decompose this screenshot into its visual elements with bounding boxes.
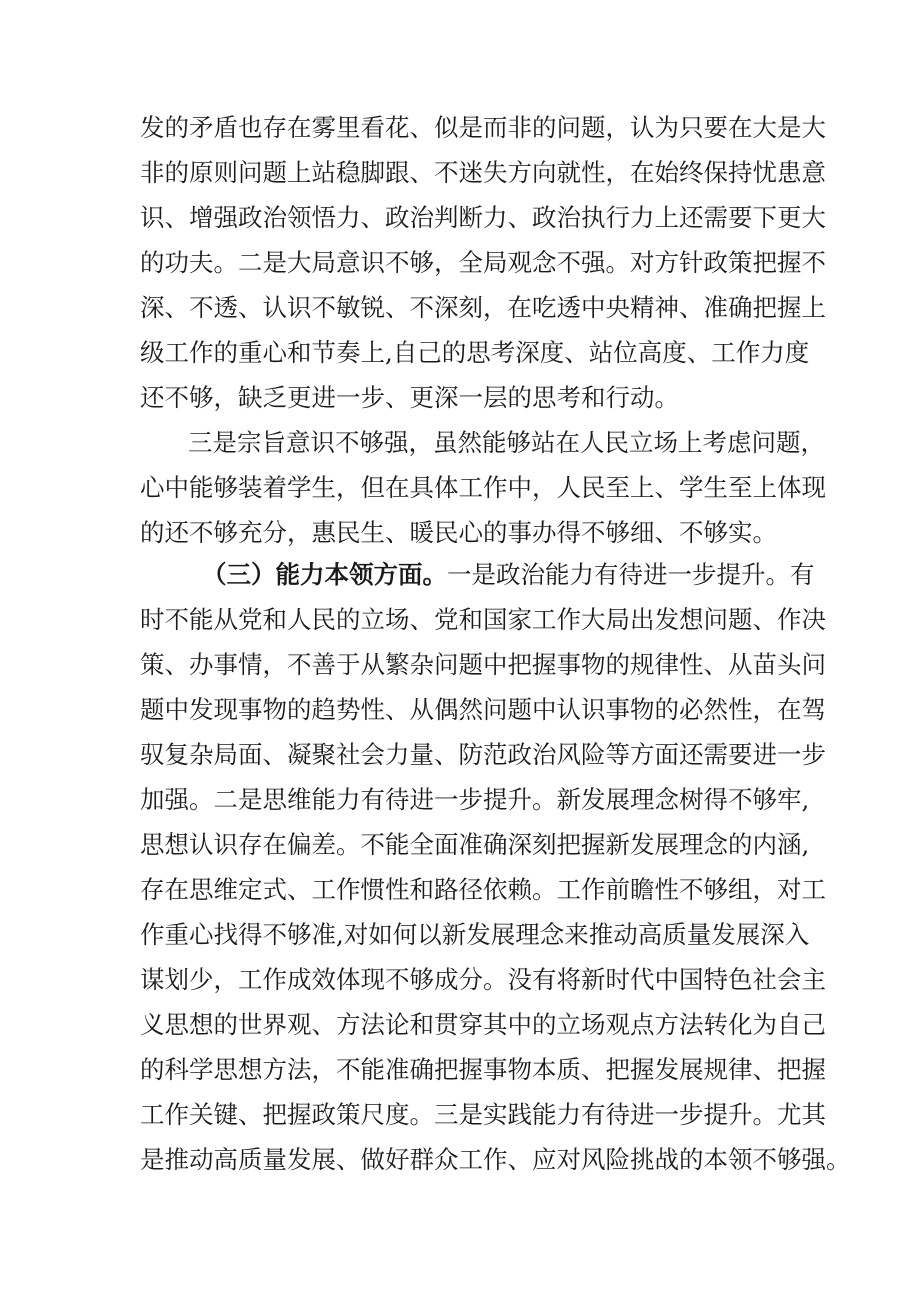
heading-line-rest: 一是政治能力有待进一步提升。有 <box>447 560 815 589</box>
text-line: 的还不够充分，惠民生、暖民心的事办得不够细、不够实。 <box>140 518 777 547</box>
text-line: 存在思维定式、工作惯性和路径依赖。工作前瞻性不够组，对工 <box>140 875 826 904</box>
text-line: 非的原则问题上站稳脚跟、不迷失方向就性，在始终保持忧患意 <box>140 158 826 187</box>
text-line: 驭复杂局面、凝聚社会力量、防范政治风险等方面还需要进一步 <box>140 740 826 769</box>
text-line: 发的矛盾也存在雾里看花、似是而非的问题，认为只要在大是大 <box>140 113 826 142</box>
text-line: 是推动高质量发展、做好群众工作、应对风险挑战的本领不够强。 <box>140 1145 851 1174</box>
text-line: 时不能从党和人民的立场、党和国家工作大局出发想问题、作决 <box>140 605 826 634</box>
paragraph-2 <box>140 420 826 555</box>
text-line: 级工作的重心和节奏上,自己的思考深度、站位高度、工作力度 <box>140 338 810 367</box>
paragraph-3 <box>140 552 851 1182</box>
text-line: 的科学思想方法，不能准确把握事物本质、把握发展规律、把握 <box>140 1055 826 1084</box>
text-line: 识、增强政治领悟力、政治判断力、政治执行力上还需要下更大 <box>140 203 826 232</box>
text-line: 的功夫。二是大局意识不够，全局观念不强。对方针政策把握不 <box>140 248 826 277</box>
text-line: 题中发现事物的趋势性、从偶然问题中认识事物的必然性，在驾 <box>140 695 826 724</box>
text-line: 深、不透、认识不敏锐、不深刻，在吃透中央精神、准确把握上 <box>140 293 826 322</box>
text-line: 工作关键、把握政策尺度。三是实践能力有待进一步提升。尤其 <box>140 1100 826 1129</box>
text-line: 作重心找得不够准,对如何以新发展理念来推动高质量发展深入 <box>140 920 810 949</box>
text-line: 还不够，缺乏更进一步、更深一层的思考和行动。 <box>140 383 679 412</box>
text-line: 心中能够装着学生，但在具体工作中，人民至上、学生至上体现 <box>140 473 826 502</box>
text-line: 三是宗旨意识不够强，虽然能够站在人民立场上考虑问题， <box>188 428 825 457</box>
section-heading-line <box>140 552 815 597</box>
text-line: 谋划少，工作成效体现不够成分。没有将新时代中国特色社会主 <box>140 965 826 994</box>
text-line: 义思想的世界观、方法论和贯穿其中的立场观点方法转化为自己 <box>140 1010 826 1039</box>
text-line: 加强。二是思维能力有待进一步提升。新发展理念树得不够牢, <box>140 785 810 814</box>
text-line: 思想认识存在偏差。不能全面准确深刻把握新发展理念的内涵, <box>140 830 810 859</box>
text-line: 策、办事情，不善于从繁杂问题中把握事物的规律性、从苗头问 <box>140 650 826 679</box>
section-heading: （三）能力本领方面。 <box>202 560 447 589</box>
paragraph-1 <box>140 105 826 420</box>
